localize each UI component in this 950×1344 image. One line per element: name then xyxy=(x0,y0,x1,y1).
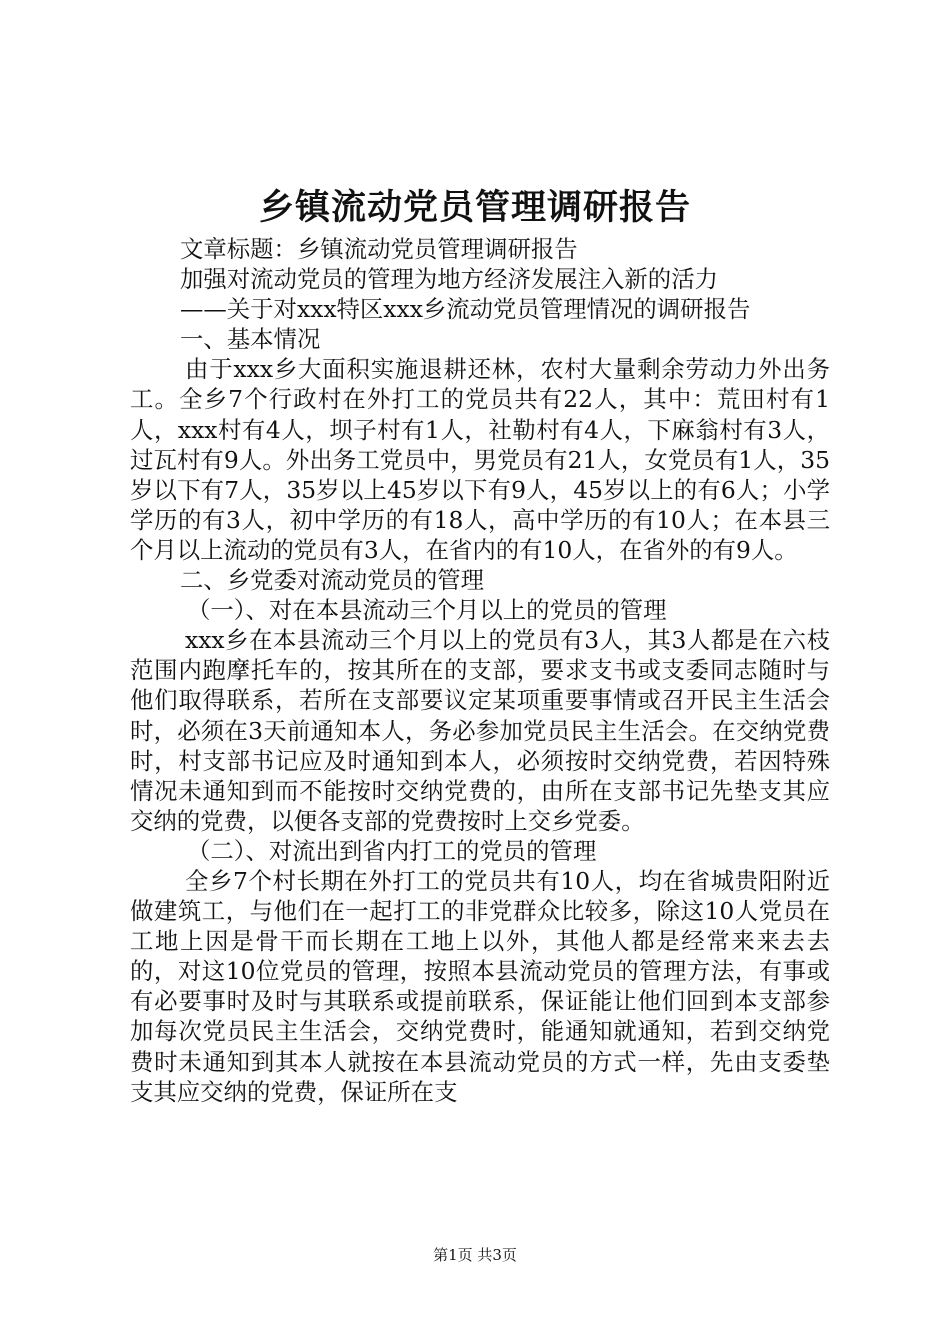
paragraph-basic-situation: 由于xxx乡大面积实施退耕还林，农村大量剩余劳动力外出务工。全乡7个行政村在外打工的党员共有22人，其中：荒田村有1人，xxx村有4人，坝子村有1人，社勒村有4人，下麻翁村有3人，过瓦村有9人。外出务工党员中，男党员有21人，女党员有1人，35岁以下有7人，35岁以上45岁以下有9人，45岁以上的有6人；小学学历的有3人，初中学历的有18人，高中学历的有10人；在本县三个月以上流动的党员有3人，在省内的有10人，在省外的有9人。 xyxy=(130,355,830,564)
subsection-heading-1: （一）、对在本县流动三个月以上的党员的管理 xyxy=(187,596,667,625)
page-number: 第1页 共3页 xyxy=(433,1246,517,1264)
subsection-heading-2: （二）、对流出到省内打工的党员的管理 xyxy=(187,836,597,865)
report-subtitle-line: ——关于对xxx特区xxx乡流动党员管理情况的调研报告 xyxy=(180,295,751,324)
document-title: 乡镇流动党员管理调研报告 xyxy=(258,187,691,228)
section-heading-1: 一、基本情况 xyxy=(180,325,321,354)
subtitle-line: 加强对流动党员的管理为地方经济发展注入新的活力 xyxy=(180,265,718,294)
paragraph-provincial-members: 全乡7个村长期在外打工的党员共有10人，均在省城贵阳附近做建筑工，与他们在一起打工的非党群众比较多，除这10人党员在工地上因是骨干而长期在工地上以外，其他人都是经常来来去去的，对这10位党员的管理，按照本县流动党员的管理方法，有事或有必要事时及时与其联系或提前联系，保证能让他们回到本支部参加每次党员民主生活会，交纳党费时，能通知就通知，若到交纳党费时未通知到其本人就按在本县流动党员的方式一样，先由支委垫支其应交纳的党费，保证所在支 xyxy=(130,866,830,1106)
article-title-line: 文章标题：乡镇流动党员管理调研报告 xyxy=(180,235,578,263)
document-body xyxy=(130,234,830,1107)
section-heading-2: 二、乡党委对流动党员的管理 xyxy=(180,566,485,595)
paragraph-local-members: xxx乡在本县流动三个月以上的党员有3人，其3人都是在六枝范围内跑摩托车的，按其所在的支部，要求支书或支委同志随时与他们取得联系，若所在支部要议定某项重要事情或召开民主生活会时，必须在3天前通知本人，务必参加党员民主生活会。在交纳党费时，村支部书记应及时通知到本人，必须按时交纳党费，若因特殊情况未通知到而不能按时交纳党费的，由所在支部书记先垫支其应交纳的党费，以便各支部的党费按时上交乡党委。 xyxy=(130,626,830,835)
